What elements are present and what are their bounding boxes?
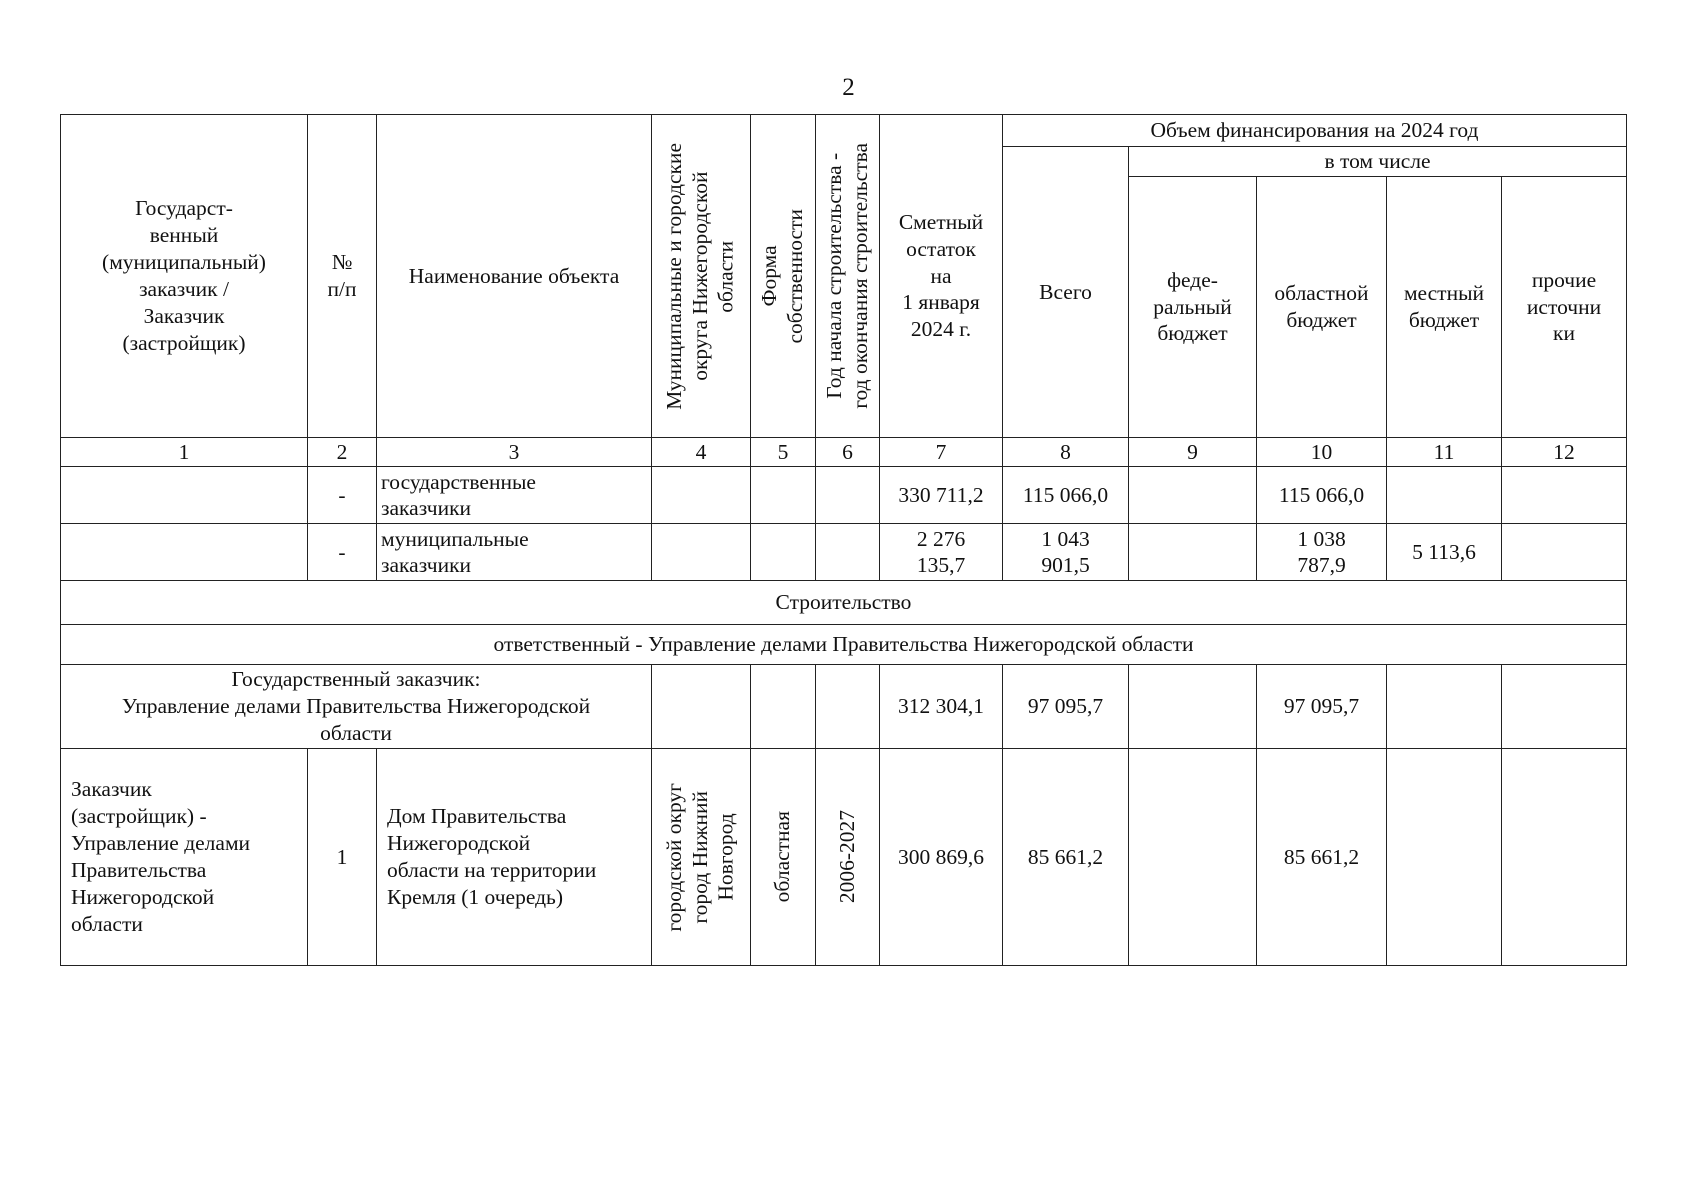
header-including: в том числе [1129,147,1627,177]
header-years: Год начала строительства - год окончания строительства [816,115,880,438]
table-row-state-customer [61,665,1627,749]
object-regional: 85 661,2 [1257,749,1387,966]
object-ownership: областная [751,749,816,966]
header-municipal: Муниципальные и городские округа Нижегородской области [652,115,751,438]
header-ownership: Форма собственности [751,115,816,438]
header-object-name: Наименование объекта [377,115,652,438]
header-federal: феде- ральный бюджет [1129,177,1257,438]
row-local: 5 113,6 [1387,524,1502,581]
column-number: 6 [816,438,880,467]
object-customer: Заказчик (застройщик) - Управление делами Правительства Нижегородской области [61,749,308,966]
header-customer: Государст- венный (муниципальный) заказчик / Заказчик (застройщик) [61,115,308,438]
state-customer-label: Государственный заказчик: Управление делами Правительства Нижегородской области [61,665,652,749]
row-name: государственные заказчики [377,467,652,524]
section-responsible: ответственный - Управление делами Правительства Нижегородской области [61,625,1627,665]
column-number: 12 [1502,438,1627,467]
row-regional: 115 066,0 [1257,467,1387,524]
row-estimate: 312 304,1 [880,665,1003,749]
section-title: Строительство [61,581,1627,625]
row-total: 115 066,0 [1003,467,1129,524]
header-other: прочие источни ки [1502,177,1627,438]
column-number: 5 [751,438,816,467]
column-number: 3 [377,438,652,467]
column-number: 11 [1387,438,1502,467]
row-num: - [308,467,377,524]
table-row-object [61,749,1627,966]
column-number: 10 [1257,438,1387,467]
object-municipal: городской округ город Нижний Новгород [652,749,751,966]
object-years: 2006-2027 [816,749,880,966]
object-estimate: 300 869,6 [880,749,1003,966]
object-name: Дом Правительства Нижегородской области на территории Кремля (1 очередь) [377,749,652,966]
header-local: местный бюджет [1387,177,1502,438]
row-name: муниципальные заказчики [377,524,652,581]
row-estimate: 2 276 135,7 [880,524,1003,581]
column-number: 1 [61,438,308,467]
object-num: 1 [308,749,377,966]
financing-table [60,114,1627,966]
header-regional: областной бюджет [1257,177,1387,438]
column-number: 2 [308,438,377,467]
page-number: 2 [842,74,855,101]
row-total: 97 095,7 [1003,665,1129,749]
header-num: № п/п [308,115,377,438]
row-regional: 1 038 787,9 [1257,524,1387,581]
object-total: 85 661,2 [1003,749,1129,966]
header-funding-title: Объем финансирования на 2024 год [1003,115,1627,147]
row-regional: 97 095,7 [1257,665,1387,749]
table-row-gov-customers [61,467,1627,524]
column-number: 7 [880,438,1003,467]
column-number: 8 [1003,438,1129,467]
header-estimate: Сметный остаток на 1 января 2024 г. [880,115,1003,438]
column-number: 4 [652,438,751,467]
column-numbers-row [61,438,1627,467]
column-number: 9 [1129,438,1257,467]
table-row-mun-customers [61,524,1627,581]
header-total: Всего [1003,147,1129,438]
row-num: - [308,524,377,581]
row-total: 1 043 901,5 [1003,524,1129,581]
row-estimate: 330 711,2 [880,467,1003,524]
